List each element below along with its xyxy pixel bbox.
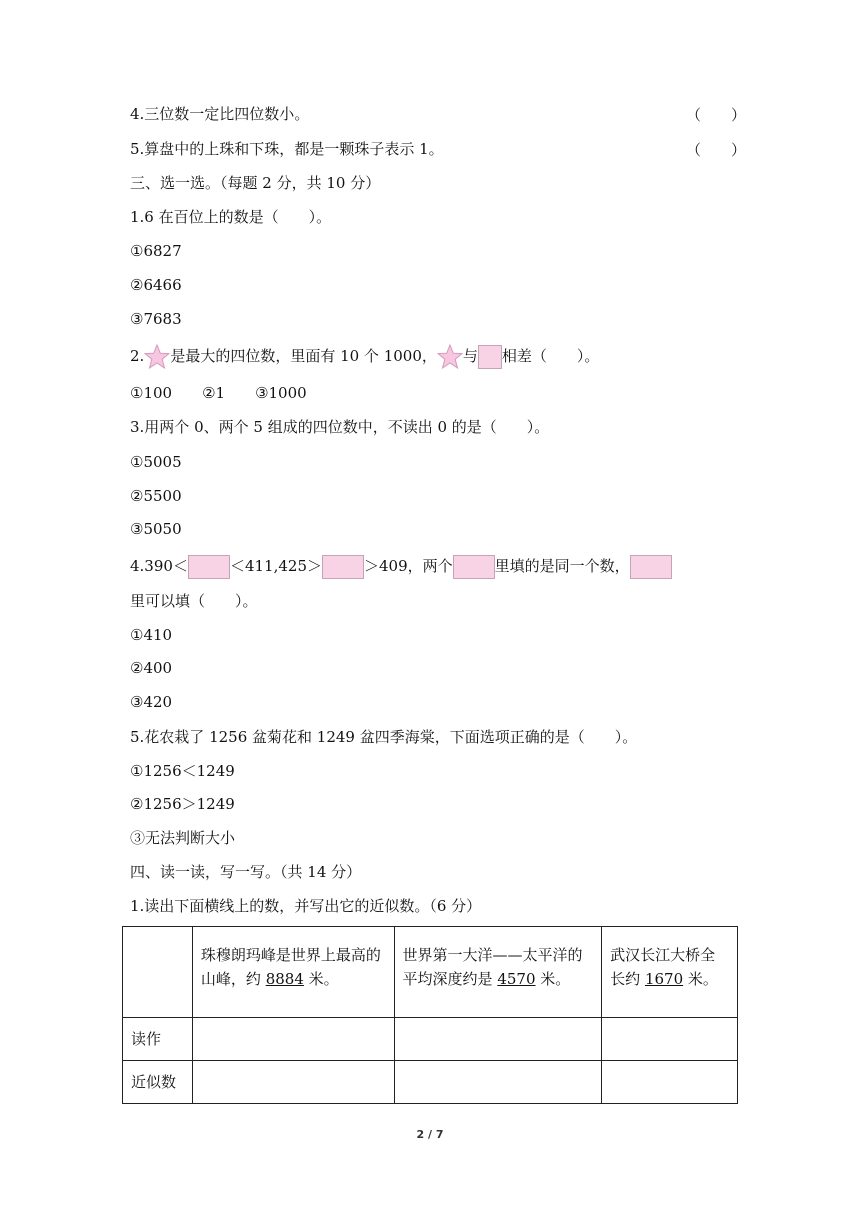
q4-option-2[interactable]: ②400 <box>130 659 173 677</box>
q4-option-3[interactable]: ③420 <box>130 693 173 711</box>
pink-blank-box[interactable] <box>188 555 230 579</box>
pink-blank-box[interactable] <box>322 555 364 579</box>
answer-cell[interactable] <box>192 1061 394 1104</box>
answer-paren-5[interactable]: （ ） <box>686 141 747 159</box>
pink-star-icon <box>437 344 463 370</box>
judge-item-4: 4.三位数一定比四位数小。 <box>130 105 310 123</box>
section3-heading: 三、选一选。（每题 2 分，共 10 分） <box>130 174 381 192</box>
answer-cell[interactable] <box>602 1018 738 1061</box>
pink-star-icon <box>144 344 170 370</box>
answer-cell[interactable] <box>192 1018 394 1061</box>
q3-option-1[interactable]: ①5005 <box>130 453 182 471</box>
table-corner-cell <box>123 927 193 1018</box>
answer-cell[interactable] <box>602 1061 738 1104</box>
pink-square-box <box>478 345 502 369</box>
table-header-cell-2: 世界第一大洋——太平洋的平均深度约是 4570 米。 <box>394 927 602 1018</box>
answer-cell[interactable] <box>394 1061 602 1104</box>
q1-option-2[interactable]: ②6466 <box>130 276 182 294</box>
table-header-cell-3: 武汉长江大桥全长约 1670 米。 <box>602 927 738 1018</box>
row-label-approx: 近似数 <box>123 1061 193 1104</box>
answer-cell[interactable] <box>394 1018 602 1061</box>
answer-paren-4[interactable]: （ ） <box>686 106 747 124</box>
q3-option-3[interactable]: ③5050 <box>130 520 182 538</box>
pink-blank-box <box>630 555 672 579</box>
section4-heading: 四、读一读，写一写。（共 14 分） <box>130 863 362 881</box>
q5-option-3[interactable]: ③无法判断大小 <box>130 829 236 847</box>
q3-option-2[interactable]: ②5500 <box>130 487 182 505</box>
q3-stem: 3.用两个 0、两个 5 组成的四位数中，不读出 0 的是（ ）。 <box>130 418 550 436</box>
reading-table <box>122 926 738 1104</box>
pink-blank-box <box>453 555 495 579</box>
q2-options[interactable]: ①100 ②1 ③1000 <box>130 384 307 402</box>
q5-stem: 5.花农栽了 1256 盆菊花和 1249 盆四季海棠，下面选项正确的是（ ）。 <box>130 728 638 746</box>
q4-option-1[interactable]: ①410 <box>130 626 173 644</box>
page-number: 2 / 7 <box>416 1128 444 1141</box>
q4-stem-cont: 里可以填（ ）。 <box>130 592 258 610</box>
row-label-reading: 读作 <box>123 1018 193 1061</box>
q1-option-1[interactable]: ①6827 <box>130 242 182 260</box>
q4-stem: 4.390＜ ＜411,425＞ ＞409，两个 里填的是同一个数， <box>130 555 672 579</box>
q1-option-3[interactable]: ③7683 <box>130 310 182 328</box>
q5-option-1[interactable]: ①1256＜1249 <box>130 762 235 780</box>
table-header-cell-1: 珠穆朗玛峰是世界上最高的山峰，约 8884 米。 <box>192 927 394 1018</box>
q1-stem: 1.6 在百位上的数是（ ）。 <box>130 208 332 226</box>
q5-option-2[interactable]: ②1256＞1249 <box>130 795 235 813</box>
judge-item-5: 5.算盘中的上珠和下珠，都是一颗珠子表示 1。 <box>130 140 444 158</box>
q2-stem: 2. 是最大的四位数，里面有 10 个 1000， 与 相差（ ）。 <box>130 344 599 370</box>
section4-q1: 1.读出下面横线上的数，并写出它的近似数。（6 分） <box>130 897 482 915</box>
